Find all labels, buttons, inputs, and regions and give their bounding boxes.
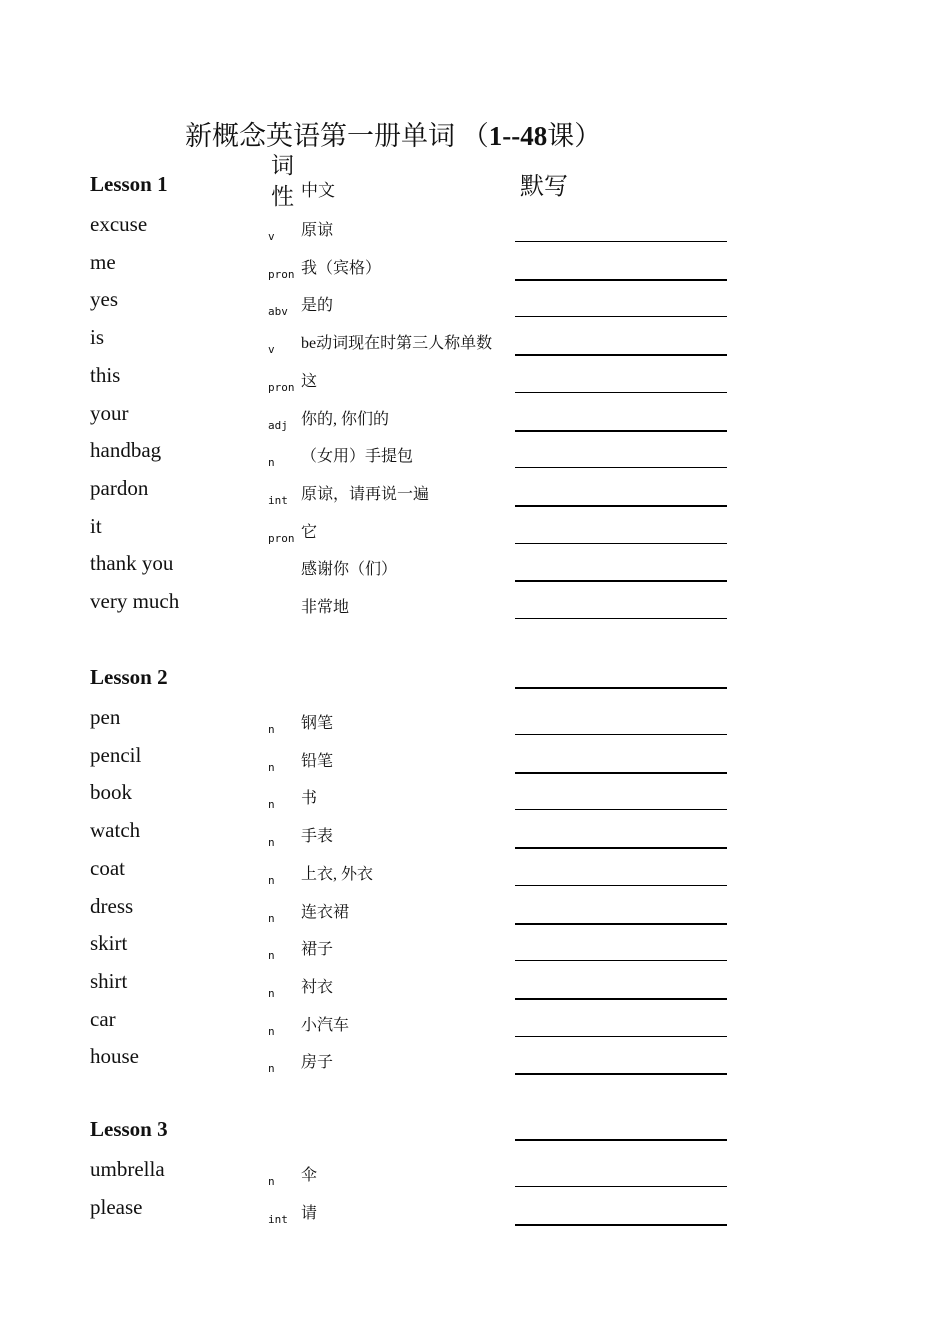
english-word: umbrella bbox=[90, 1157, 165, 1181]
page-title: 新概念英语第一册单词 （1--48课） bbox=[185, 121, 602, 151]
english-word: yes bbox=[90, 287, 118, 312]
part-of-speech: n bbox=[268, 1062, 275, 1076]
dictation-line[interactable] bbox=[515, 316, 727, 317]
part-of-speech: n bbox=[268, 911, 275, 925]
part-of-speech: int bbox=[268, 1212, 288, 1226]
english-word: this bbox=[90, 362, 121, 387]
chinese-meaning: 这 bbox=[301, 372, 318, 390]
part-of-speech: pron bbox=[268, 267, 295, 281]
dictation-line[interactable] bbox=[515, 543, 727, 544]
part-of-speech: pron bbox=[268, 380, 295, 394]
dictation-line[interactable] bbox=[515, 354, 727, 356]
dictation-line[interactable] bbox=[515, 885, 727, 886]
pos-column-header: 词性 bbox=[271, 153, 294, 209]
english-word: it bbox=[90, 513, 102, 538]
dictation-line[interactable] bbox=[515, 1224, 727, 1226]
chinese-meaning: 铅笔 bbox=[301, 752, 334, 770]
chinese-meaning: 原谅，请再说一遍 bbox=[301, 485, 430, 503]
english-word: your bbox=[90, 400, 129, 425]
chinese-meaning: 伞 bbox=[301, 1167, 318, 1184]
english-word: house bbox=[90, 1044, 139, 1069]
english-word: me bbox=[90, 249, 116, 274]
dictation-line[interactable] bbox=[515, 923, 727, 925]
chinese-meaning: 连衣裙 bbox=[301, 903, 350, 921]
chinese-meaning: 原谅 bbox=[301, 222, 334, 239]
chinese-meaning: 你的, 你们的 bbox=[301, 410, 390, 428]
chinese-meaning: （女用）手提包 bbox=[301, 448, 414, 466]
english-word: skirt bbox=[90, 931, 128, 956]
english-word: very much bbox=[90, 589, 180, 613]
part-of-speech: n bbox=[268, 873, 275, 887]
dictation-line[interactable] bbox=[515, 772, 727, 774]
part-of-speech: int bbox=[268, 493, 288, 507]
dictation-line[interactable] bbox=[515, 505, 727, 507]
english-word: dress bbox=[90, 893, 134, 918]
english-word: excuse bbox=[90, 212, 148, 236]
chinese-column-header: 中文 bbox=[301, 181, 335, 200]
chinese-meaning: 上衣, 外衣 bbox=[301, 865, 374, 883]
dictation-line[interactable] bbox=[515, 809, 727, 810]
dictation-line[interactable] bbox=[515, 998, 727, 1000]
dictation-line[interactable] bbox=[515, 618, 727, 619]
dictation-column-header: 默写 bbox=[520, 174, 568, 200]
part-of-speech: n bbox=[268, 456, 275, 470]
chinese-meaning: 手表 bbox=[301, 828, 334, 846]
part-of-speech: n bbox=[268, 1024, 275, 1038]
chinese-meaning: 衬衣 bbox=[301, 978, 334, 996]
part-of-speech: n bbox=[268, 760, 275, 774]
part-of-speech: v bbox=[268, 343, 275, 357]
part-of-speech: v bbox=[268, 230, 275, 243]
english-word: pencil bbox=[90, 742, 142, 767]
chinese-meaning: 是的 bbox=[301, 297, 334, 315]
chinese-meaning: 钢笔 bbox=[301, 715, 334, 732]
dictation-line[interactable] bbox=[515, 580, 727, 582]
dictation-line[interactable] bbox=[515, 687, 727, 689]
chinese-meaning: 我（宾格） bbox=[301, 259, 382, 277]
chinese-meaning: 请 bbox=[301, 1204, 318, 1222]
english-word: car bbox=[90, 1006, 116, 1031]
english-word: shirt bbox=[90, 968, 128, 993]
dictation-line[interactable] bbox=[515, 1073, 727, 1075]
dictation-line[interactable] bbox=[515, 960, 727, 961]
part-of-speech: n bbox=[268, 1175, 275, 1188]
part-of-speech: n bbox=[268, 836, 275, 850]
english-word: please bbox=[90, 1194, 143, 1219]
chinese-meaning: 裙子 bbox=[301, 941, 334, 959]
chinese-meaning: 感谢你（们） bbox=[301, 561, 398, 579]
part-of-speech: n bbox=[268, 723, 275, 736]
dictation-line[interactable] bbox=[515, 1036, 727, 1037]
dictation-line[interactable] bbox=[515, 430, 727, 432]
chinese-meaning: be动词现在时第三人称单数 bbox=[301, 335, 493, 353]
dictation-line[interactable] bbox=[515, 279, 727, 281]
part-of-speech: adj bbox=[268, 418, 288, 432]
part-of-speech: abv bbox=[268, 305, 288, 319]
part-of-speech: pron bbox=[268, 531, 295, 545]
chinese-meaning: 非常地 bbox=[301, 599, 350, 616]
part-of-speech: n bbox=[268, 986, 275, 1000]
part-of-speech: n bbox=[268, 798, 275, 812]
dictation-line[interactable] bbox=[515, 734, 727, 735]
lesson-heading: Lesson 3 bbox=[90, 1117, 168, 1141]
english-word: pen bbox=[90, 705, 121, 729]
english-word: book bbox=[90, 780, 132, 805]
english-word: is bbox=[90, 325, 105, 350]
chinese-meaning: 小汽车 bbox=[301, 1016, 350, 1034]
dictation-line[interactable] bbox=[515, 392, 727, 393]
dictation-line[interactable] bbox=[515, 847, 727, 849]
lesson-heading: Lesson 2 bbox=[90, 665, 168, 689]
chinese-meaning: 它 bbox=[301, 523, 318, 541]
english-word: handbag bbox=[90, 438, 162, 463]
english-word: pardon bbox=[90, 475, 149, 500]
english-word: coat bbox=[90, 855, 125, 880]
lesson-heading: Lesson 1 bbox=[90, 172, 168, 196]
part-of-speech: n bbox=[268, 949, 275, 963]
dictation-line[interactable] bbox=[515, 1186, 727, 1187]
dictation-line[interactable] bbox=[515, 1139, 727, 1141]
chinese-meaning: 房子 bbox=[301, 1054, 334, 1072]
english-word: thank you bbox=[90, 551, 174, 576]
chinese-meaning: 书 bbox=[301, 790, 318, 808]
dictation-line[interactable] bbox=[515, 241, 727, 242]
dictation-line[interactable] bbox=[515, 467, 727, 468]
english-word: watch bbox=[90, 818, 141, 843]
